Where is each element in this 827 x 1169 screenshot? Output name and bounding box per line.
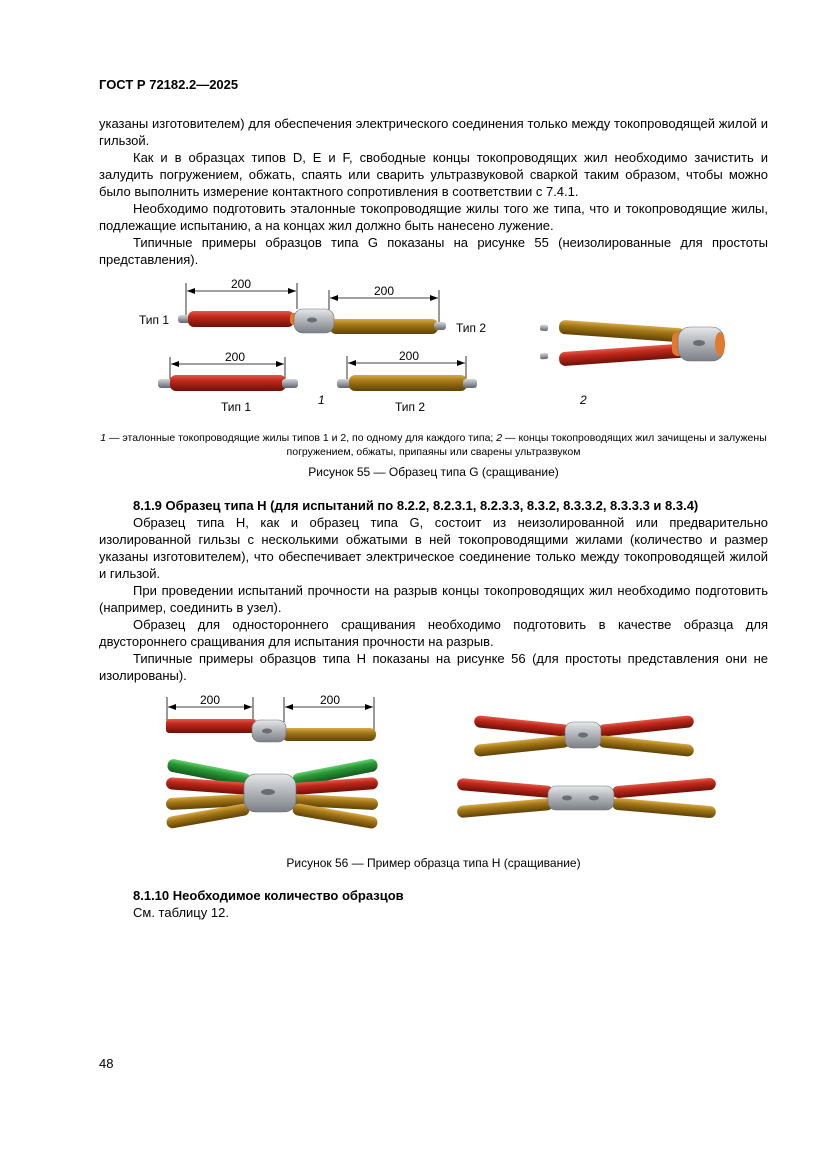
paragraph: При проведении испытаний прочности на разрыв концы токопроводящих жил необходимо подготовить (например, соединить в узел).: [99, 583, 768, 615]
multi-conductor-splice: [166, 758, 379, 829]
figure-55-caption: Рисунок 55 — Образец типа G (сращивание): [308, 465, 559, 479]
dimension-line: [167, 693, 253, 722]
dimension-label: 200: [373, 284, 395, 298]
document-header: ГОСТ Р 72182.2—2025: [99, 77, 239, 92]
figure-marker-2: 2: [580, 393, 587, 407]
section-8-1-9-heading: 8.1.9 Образец типа H (для испытаний по 8.2.2, 8.2.3.1, 8.2.3.3, 8.3.2, 8.3.3.2, 8.3.3.3 и 8.3.4): [133, 498, 699, 513]
paragraph: Необходимо подготовить эталонные токопроводящие жилы того же типа, что и токопроводящие жилы, подлежащие испытанию, а на концах жил должно быть нанесено лужение.: [99, 201, 768, 233]
type-2-label: Тип 2: [456, 321, 487, 335]
long-two-sided-splice: [457, 777, 717, 818]
paragraph: Типичные примеры образцов типа G показаны на рисунке 55 (неизолированные для простоты представления).: [99, 235, 768, 267]
paragraph: Образец типа H, как и образец типа G, состоит из неизолированной или предварительно изолированной гильзы с несколькими обжатыми в ней токопроводящими жилами (количество и размер указаны изготовителем), что обеспечивает электрическое соединение только между токопроводящей жилой и гильзой.: [99, 515, 768, 581]
straight-splice: [166, 719, 376, 742]
dimension-label: 200: [398, 349, 420, 363]
type-1-label: Тип 1: [139, 313, 170, 327]
paragraph: См. таблицу 12.: [133, 905, 229, 920]
paragraph: указаны изготовителем) для обеспечения электрического соединения только между токопроводящей жилой и гильзой.: [99, 116, 768, 148]
paragraph: Образец для одностороннего сращивания необходимо подготовить в качестве образца для двустороннего сращивания для испытания прочности на разрыв.: [99, 617, 768, 649]
two-sided-splice: [474, 715, 695, 757]
figure-55-key: 1 — эталонные токопроводящие жилы типов 1 и 2, по одному для каждого типа; 2 — концы токопроводящих жил зачищены и залужены погружением, обжаты, припаяны или сварены ультразвуком: [100, 432, 767, 458]
dimension-label: 200: [319, 693, 341, 707]
page-number: 48: [99, 1056, 114, 1071]
paragraph: Типичные примеры образцов типа H показаны на рисунке 56 (для простоты представления они не изолированы).: [99, 651, 768, 683]
section-8-1-10-heading: 8.1.10 Необходимое количество образцов: [133, 888, 404, 903]
type-1-label: Тип 1: [221, 400, 252, 414]
dimension-label: 200: [230, 277, 252, 291]
paragraph: Как и в образцах типов D, E и F, свободные концы токопроводящих жил необходимо зачистить и залудить погружением, обжать, спаять или сварить ультразвуковой сваркой таким образом, чтобы можно было выполнить измерение контактного сопротивления в соответствии с 7.4.1.: [99, 150, 768, 199]
type-2-label: Тип 2: [395, 400, 426, 414]
figure-marker-1: 1: [318, 393, 325, 407]
figure-56-caption: Рисунок 56 — Пример образца типа H (сращивание): [286, 856, 581, 870]
dimension-label: 200: [199, 693, 221, 707]
dimension-label: 200: [224, 350, 246, 364]
